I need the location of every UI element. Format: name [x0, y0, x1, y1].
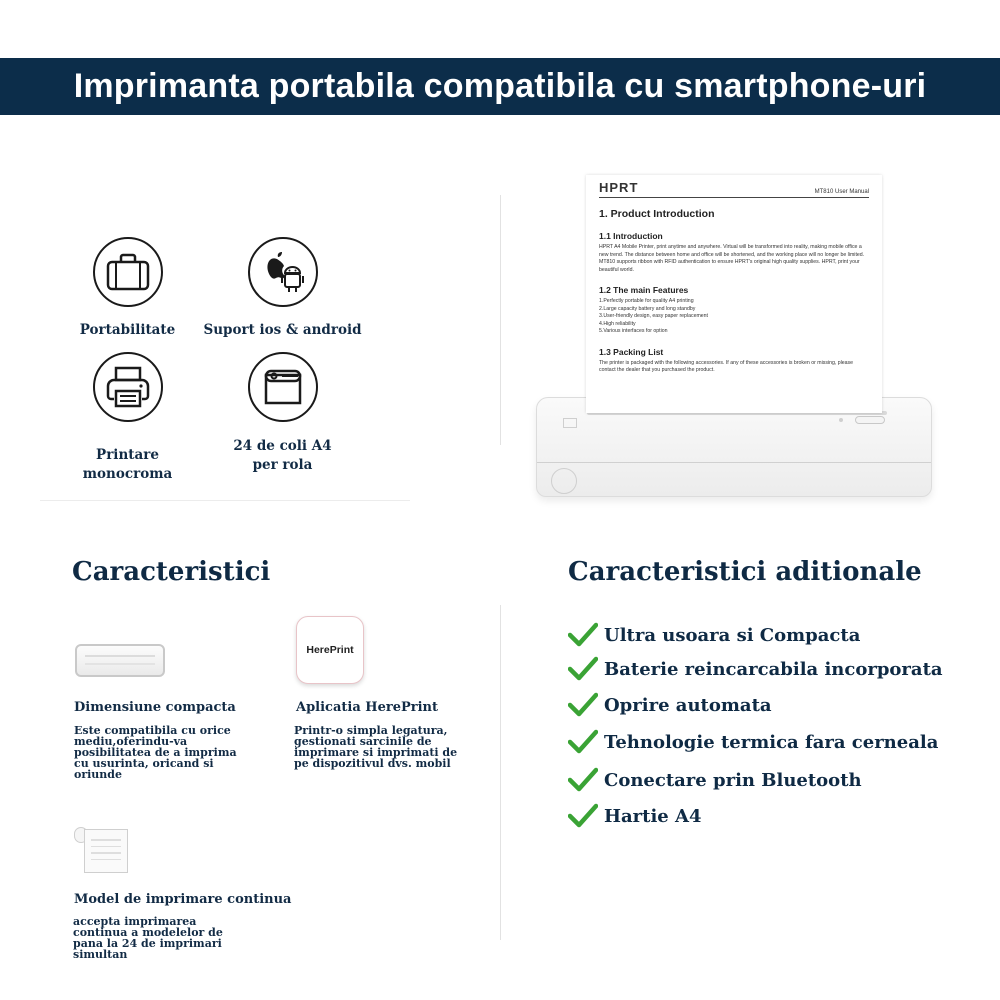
feature-paper-roll: [225, 352, 340, 475]
continuous-paper-icon: [74, 827, 130, 875]
check-icon: [568, 656, 598, 682]
check-icon: [568, 622, 598, 648]
header-banner: [0, 58, 1000, 115]
printed-document: [586, 175, 882, 413]
document-header: [599, 180, 869, 198]
checklist-item-label: Oprire automata: [604, 694, 772, 716]
bottom-vertical-divider: [500, 605, 501, 940]
feature-label: monocroma: [82, 466, 173, 482]
feature-portability: [70, 237, 185, 340]
apple-android-icon: [248, 237, 318, 307]
compact-printer-icon: [75, 644, 165, 677]
card-description-line: mediu,oferindu-va: [74, 735, 188, 748]
card-description: [294, 725, 494, 769]
checklist-item-label: Hartie A4: [604, 805, 702, 827]
document-list-item: 4.High reliability: [599, 320, 636, 327]
checklist-item: [568, 803, 702, 829]
printer-indicator: [839, 418, 843, 422]
document-list-item: 1.Perfectly portable for quality A4 printing: [599, 298, 694, 304]
card-title: Aplicatia HerePrint: [296, 700, 438, 715]
checklist-item: [568, 767, 862, 793]
feature-ios-android: [200, 237, 365, 340]
card-description-line: posibilitatea de a imprima: [74, 746, 237, 759]
checklist-item: [568, 622, 860, 648]
document-manual-label: MT810 User Manual: [814, 189, 869, 195]
feature-label: 24 de coli A4: [233, 438, 332, 454]
card-description: [73, 916, 273, 960]
additional-title: Caracteristici aditionale: [568, 557, 922, 587]
checklist-item-label: Ultra usoara si Compacta: [604, 624, 861, 646]
card-description-line: gestionati sarcinile de: [294, 735, 432, 748]
card-description-line: Printr-o simpla legatura,: [294, 724, 448, 737]
suitcase-icon: [93, 237, 163, 307]
card-title: Dimensiune compacta: [74, 700, 236, 715]
document-section-title: 1.2 The main Features: [599, 285, 689, 295]
card-title: Model de imprimare continua: [74, 892, 292, 907]
paper-roll-icon: [248, 352, 318, 422]
printer-icon: [93, 352, 163, 422]
feature-label: Suport ios & android: [203, 322, 362, 338]
document-list: [599, 298, 869, 336]
hereprint-app-icon: [296, 616, 364, 684]
checklist-item: [568, 692, 772, 718]
top-vertical-divider: [500, 195, 501, 445]
printer-power-button: [855, 416, 885, 424]
document-paragraph: HPRT A4 Mobile Printer, print anytime and anywhere. Virtual will be transformed into reality, making mobile office a new trend. The distance between home and office will be shortened, and the working place will no longer be limited. MT810 supports ribbon with RFID authentication to ensure HPRT's original high quality supplies. HPRT, print your beautiful world.: [599, 244, 865, 273]
card-description-line: oriunde: [74, 768, 122, 781]
hereprint-app-icon-text: HerePrint: [306, 644, 354, 656]
document-section-title: 1.1 Introduction: [599, 231, 663, 241]
checklist-item-label: Conectare prin Bluetooth: [604, 769, 862, 791]
check-icon: [568, 767, 598, 793]
printer-logo-icon: [551, 468, 577, 494]
card-description-line: cu usurinta, oricand si: [74, 757, 214, 770]
feature-label: per rola: [252, 457, 313, 473]
card-description-line: pe dispozitivul dvs. mobil: [294, 757, 451, 770]
checklist-item-label: Tehnologie termica fara cerneala: [604, 731, 939, 753]
printer-seam: [537, 462, 931, 463]
checklist-item-label: Baterie reincarcabila incorporata: [604, 658, 943, 680]
feature-label: Printare: [96, 447, 159, 463]
card-description-line: pana la 24 de imprimari: [73, 937, 222, 950]
document-section-title: 1.3 Packing List: [599, 346, 664, 357]
feature-monochrome: [70, 352, 185, 484]
banner-title: Imprimanta portabila compatibila cu smartphone-uri: [73, 67, 927, 105]
card-description-line: accepta imprimarea: [73, 915, 197, 928]
feature-label: Portabilitate: [79, 322, 176, 338]
check-icon: [568, 692, 598, 718]
document-brand: HPRT: [599, 180, 639, 195]
card-description-line: continua a modelelor de: [73, 926, 223, 939]
document-list-item: 5.Various interfaces for option: [599, 328, 668, 334]
check-icon: [568, 729, 598, 755]
characteristics-title: Caracteristici: [72, 557, 271, 587]
card-description-line: simultan: [73, 948, 128, 961]
document-heading: 1. Product Introduction: [599, 208, 715, 220]
check-icon: [568, 803, 598, 829]
document-list-item: 2.Large capacity battery and long standby: [599, 305, 696, 312]
checklist-item: [568, 656, 943, 682]
document-paragraph: The printer is packaged with the following accessories. If any of these accessories is broken or missing, please contact the dealer that you purchased the product.: [599, 359, 854, 373]
features-divider: [40, 500, 410, 501]
card-description-line: Este compatibila cu orice: [74, 724, 231, 737]
printer-label: [563, 418, 577, 428]
document-list-item: 3.User-friendly design, easy paper replacement: [599, 313, 708, 319]
checklist-item: [568, 729, 938, 755]
card-description: [74, 725, 274, 780]
card-description-line: imprimare si imprimati de: [294, 746, 458, 759]
